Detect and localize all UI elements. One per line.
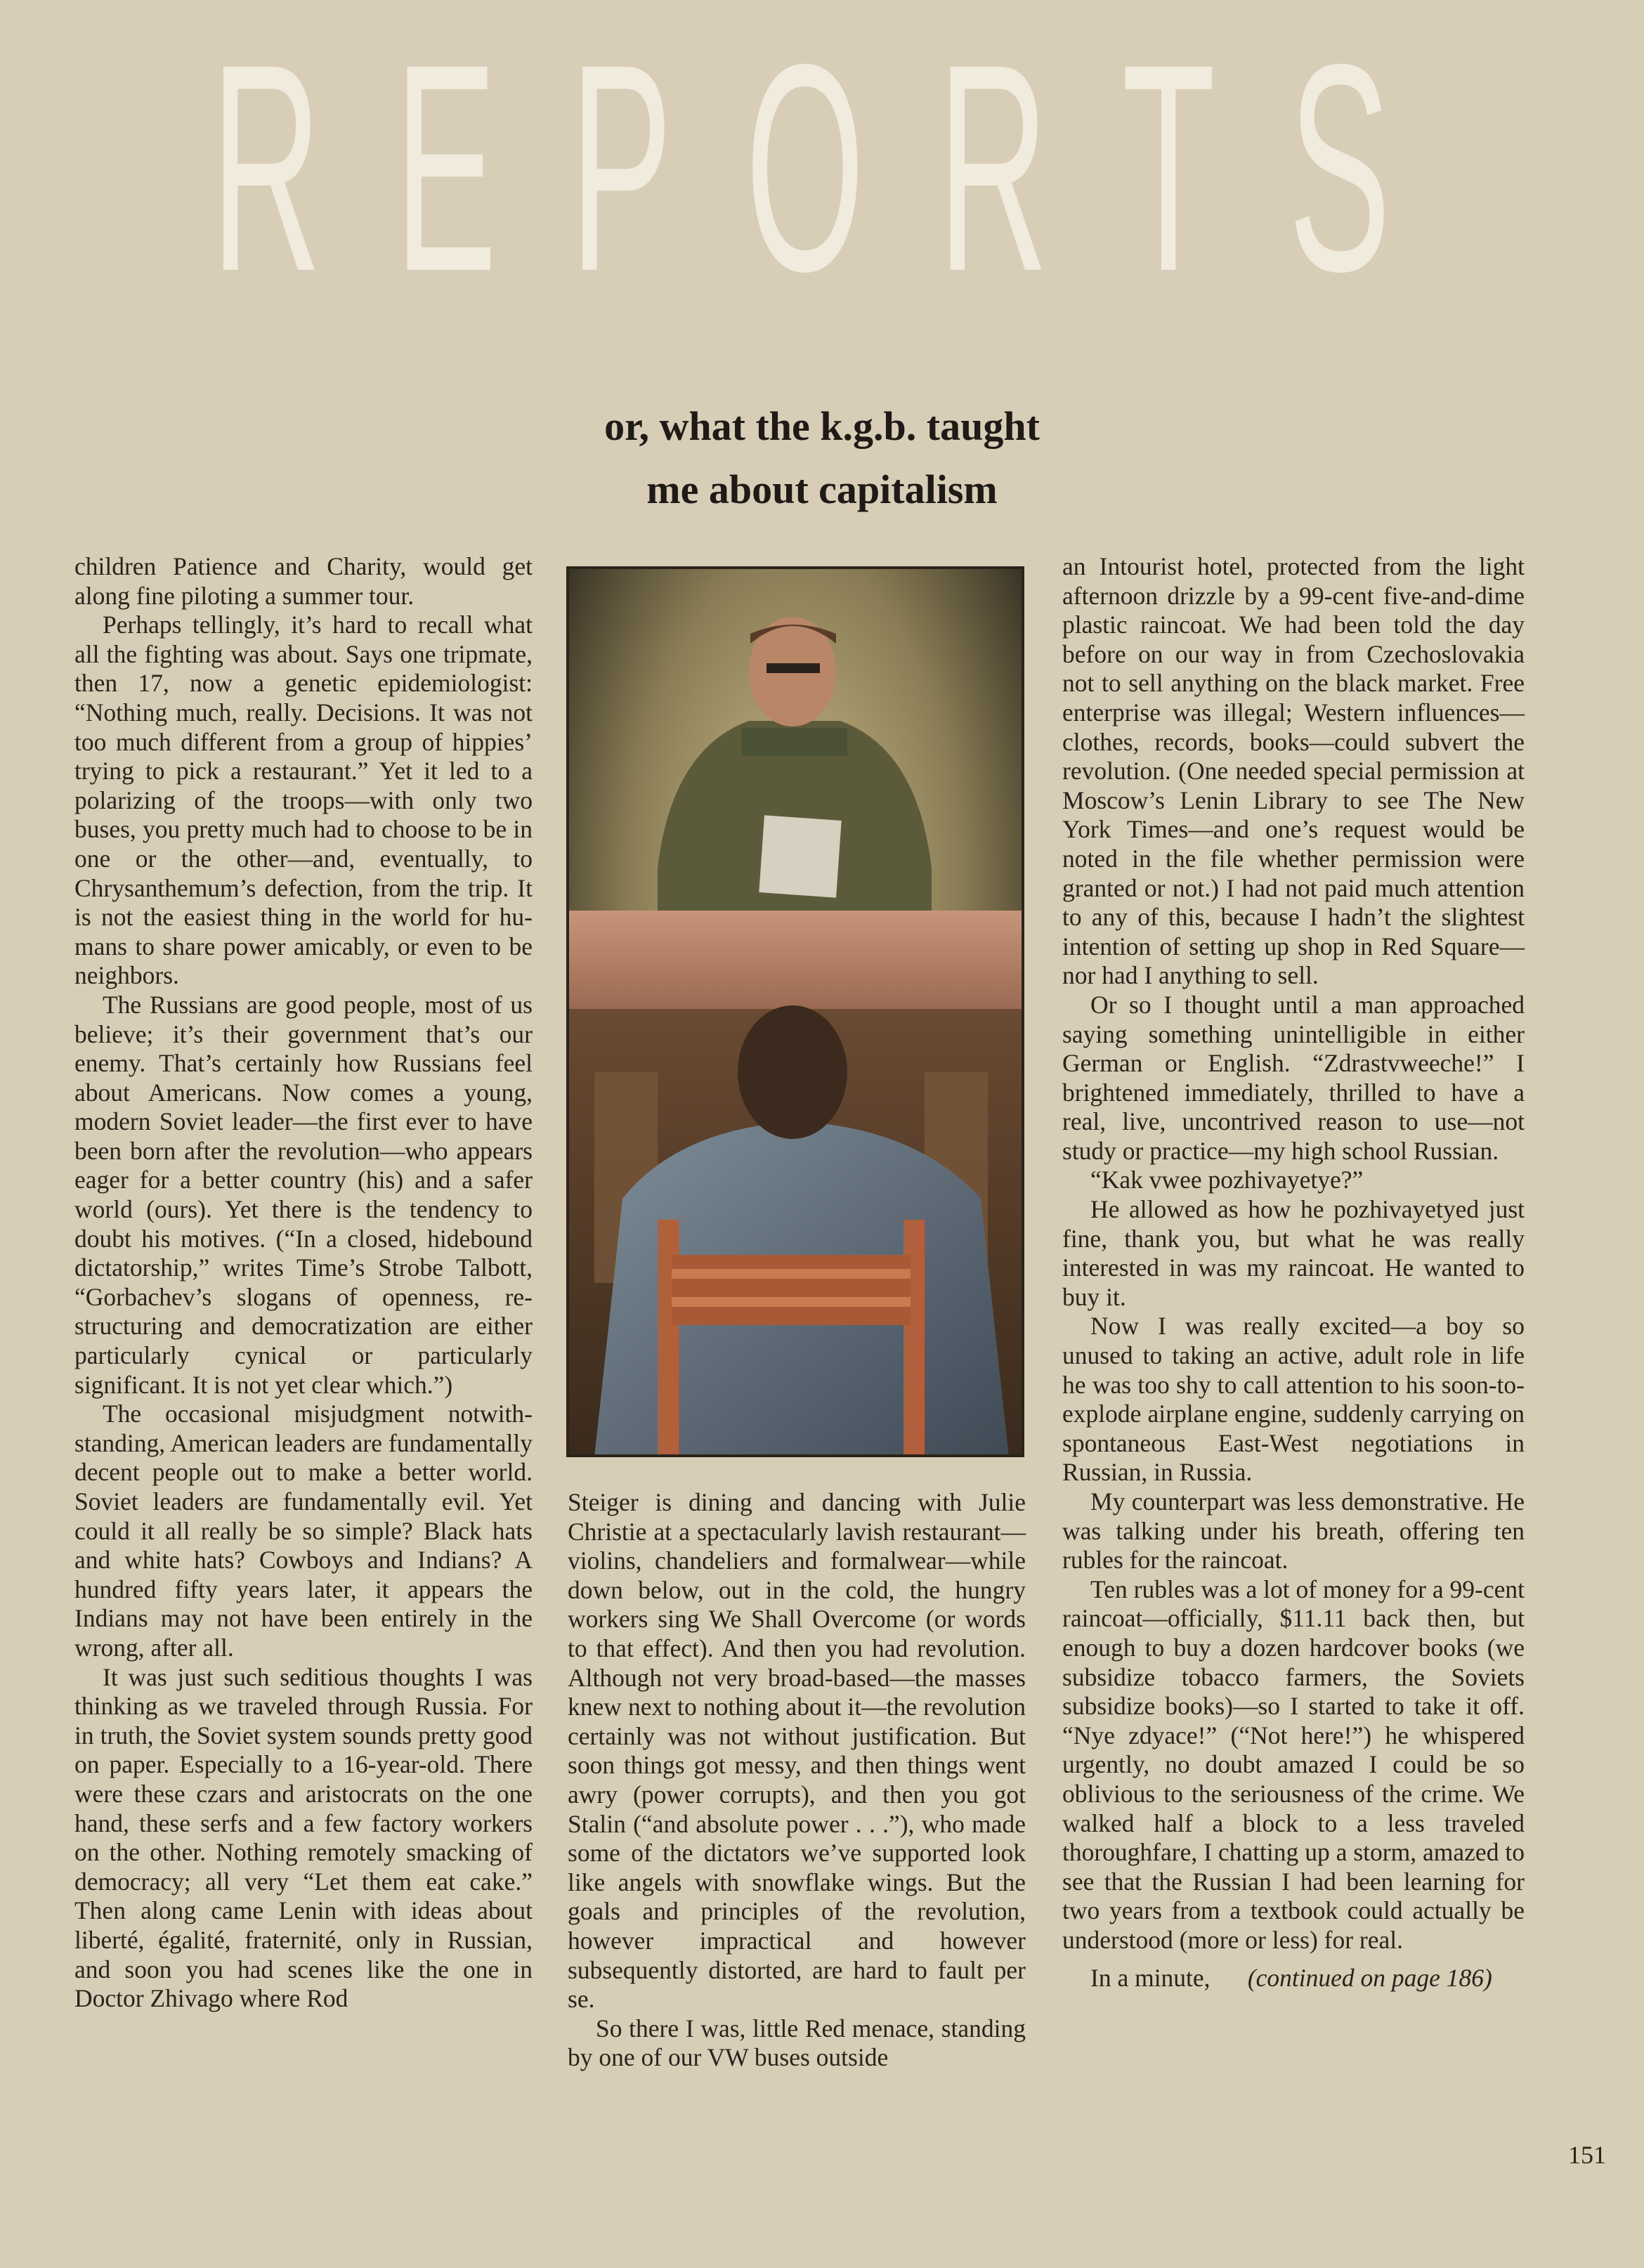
masthead-letter: T [1121,4,1215,333]
painting-interrogation-icon [566,566,1024,1457]
paragraph: Steiger is dining and dancing with Julie Christie at a spectacularly lavish restaurant—violins, chandeliers and formalwear—while down below, out in the cold, the hungry workers sing We Shall Overcome (or words to that effect). And then you had revolution. Although not very broad-based—the masses knew next to nothing about it—the revolution certainly was not without justification. But soon things got messy, and then things went awry (power corrupts), and then you got Stalin (“and absolute power . . .”), who made some of the dictators we’ve supported look like angels with snowflake wings. But the goals and principles of the revolution, however impractical and however subsequently distorted, are hard to fault per se. [568,1488,1026,2014]
paragraph: Or so I thought until a man approached saying something unintelligible in either German or English. “Zdrastvweeche!” I brightened immediately, thrilled to have a real, live, uncontrived reason to use—not study or practice—my high school Russian. [1062,990,1525,1165]
paragraph: Ten rubles was a lot of money for a 99-cent raincoat—officially, $11.11 back then, but enough to buy a dozen hardcover books (we subsidize tobacco farmers, the Soviets subsidize books)—so I started to take it off. “Nye zdyace!” (“Not here!”) he whispered urgently, no doubt amazed I could be so oblivious to the seriousness of the crime. We walked half a block to a less traveled thoroughfare, I chatting up a storm, amazed to see that the Russian I had been learning for two years from a textbook could actually be understood (more or less) for real. [1062,1575,1525,1954]
paragraph: He allowed as how he pozhivayetyed just fine, thank you, but what he was really interested in was my raincoat. He wanted to buy it. [1062,1195,1525,1311]
page-number: 151 [1568,2141,1606,2169]
paragraph: Perhaps tellingly, it’s hard to recall what all the fighting was about. Says one tripmate, then 17, now a genetic epidemiologist: “Nothing much, really. Decisions. It was not too much different from a group of hippies’ trying to pick a restaurant.” Yet it led to a polarizing of the troops—with only two buses, you pretty much had to choose to be in one or the other—and, eventually, to Chrysanthemum’s defection, from the trip. It is not the easiest thing in the world for humans to share power amicably, or even to be neighbors. [74,611,533,990]
middle-column [568,1488,1026,2073]
subtitle-line: or, what the k.g.b. taught [604,403,1040,449]
continued-link[interactable]: (continued on page 186) [1247,1963,1492,1992]
paragraph: My counterpart was less demonstrative. He was talking under his breath, offering ten rubles for the raincoat. [1062,1487,1525,1575]
masthead-letter: R [211,4,322,333]
subtitle-line: me about capitalism [646,467,998,512]
paragraph: Now I was really excited—a boy so unused to taking an active, adult role in life he was too shy to call attention to his soon-to-explode airplane engine, suddenly carrying on spontaneous East-West negotiations in Russian, in Russia. [1062,1312,1525,1487]
paragraph: It was just such seditious thoughts I was thinking as we traveled through Russia. For in truth, the Soviet system sounds pretty good on paper. Especially to a 16-year-old. There were these czars and aristocrats on the one hand, these serfs and a few factory workers on the other. Nothing remotely smacking of democracy; all very “Let them eat cake.” Then along came Lenin with ideas about liberté, égalité, fraternité, only in Russian, and soon you had scenes like the one in Doctor Zhivago where Rod [74,1662,533,2013]
closing-start: In a minute, [1090,1963,1211,1992]
article-subtitle [0,395,1644,521]
paragraph: an Intourist hotel, protected from the light afternoon drizzle by a 99-cent five-and-dime plastic raincoat. We had been told the day before on our way in from Czechoslovakia not to sell anything on the black market. Free enterprise was illegal; Western influences—clothes, records, books—could subvert the revolution. (One needed special permission at Moscow’s Lenin Library to see The New York Times—and one’s request would be noted in the file whether permission were granted or not.) I had not paid much attention to any of this, because I hadn’t the slightest intention of setting up shop in Red Square—nor had I anything to sell. [1062,552,1525,990]
masthead-letter: R [937,4,1049,333]
left-column [74,552,533,2014]
paragraph: “Kak vwee pozhivayetye?” [1090,1166,1364,1194]
masthead-letter: P [570,4,673,333]
article-illustration [566,566,1024,1457]
masthead-letter: E [394,4,497,333]
masthead-letter: O [745,4,865,333]
right-column [1062,552,1525,1993]
paragraph: The occasional misjudgment notwithstanding, American leaders are fundamentally decent people out to make a better world. Soviet leaders are fundamentally evil. Yet could it all really be so simple? Black hats and white hats? Cowboys and Indians? A hundred fifty years later, it appears the Indians may not have been entirely in the wrong, after all. [74,1400,533,1662]
closing-line [1062,1964,1525,1993]
masthead-letter: S [1288,4,1391,333]
paragraph: The Russians are good people, most of us believe; it’s their government that’s our enemy. That’s certainly how Russians feel about Americans. Now comes a young, modern Soviet leader—the first ever to have been born after the revolution—who appears eager for a better country (his) and a safer world (ours). Yet there is the tendency to doubt his motives. (“In a closed, hidebound dictatorship,” writes Time’s Strobe Talbott, “Gorbachev’s slogans of openness, restructuring and democratization are either particularly cynical or particularly significant. It is not yet clear which.”) [74,990,533,1399]
paragraph: children Patience and Charity, would get along fine piloting a summer tour. [74,552,533,610]
section-masthead [211,4,1391,333]
paragraph: So there I was, little Red menace, standing by one of our VW buses outside [568,2014,1026,2072]
